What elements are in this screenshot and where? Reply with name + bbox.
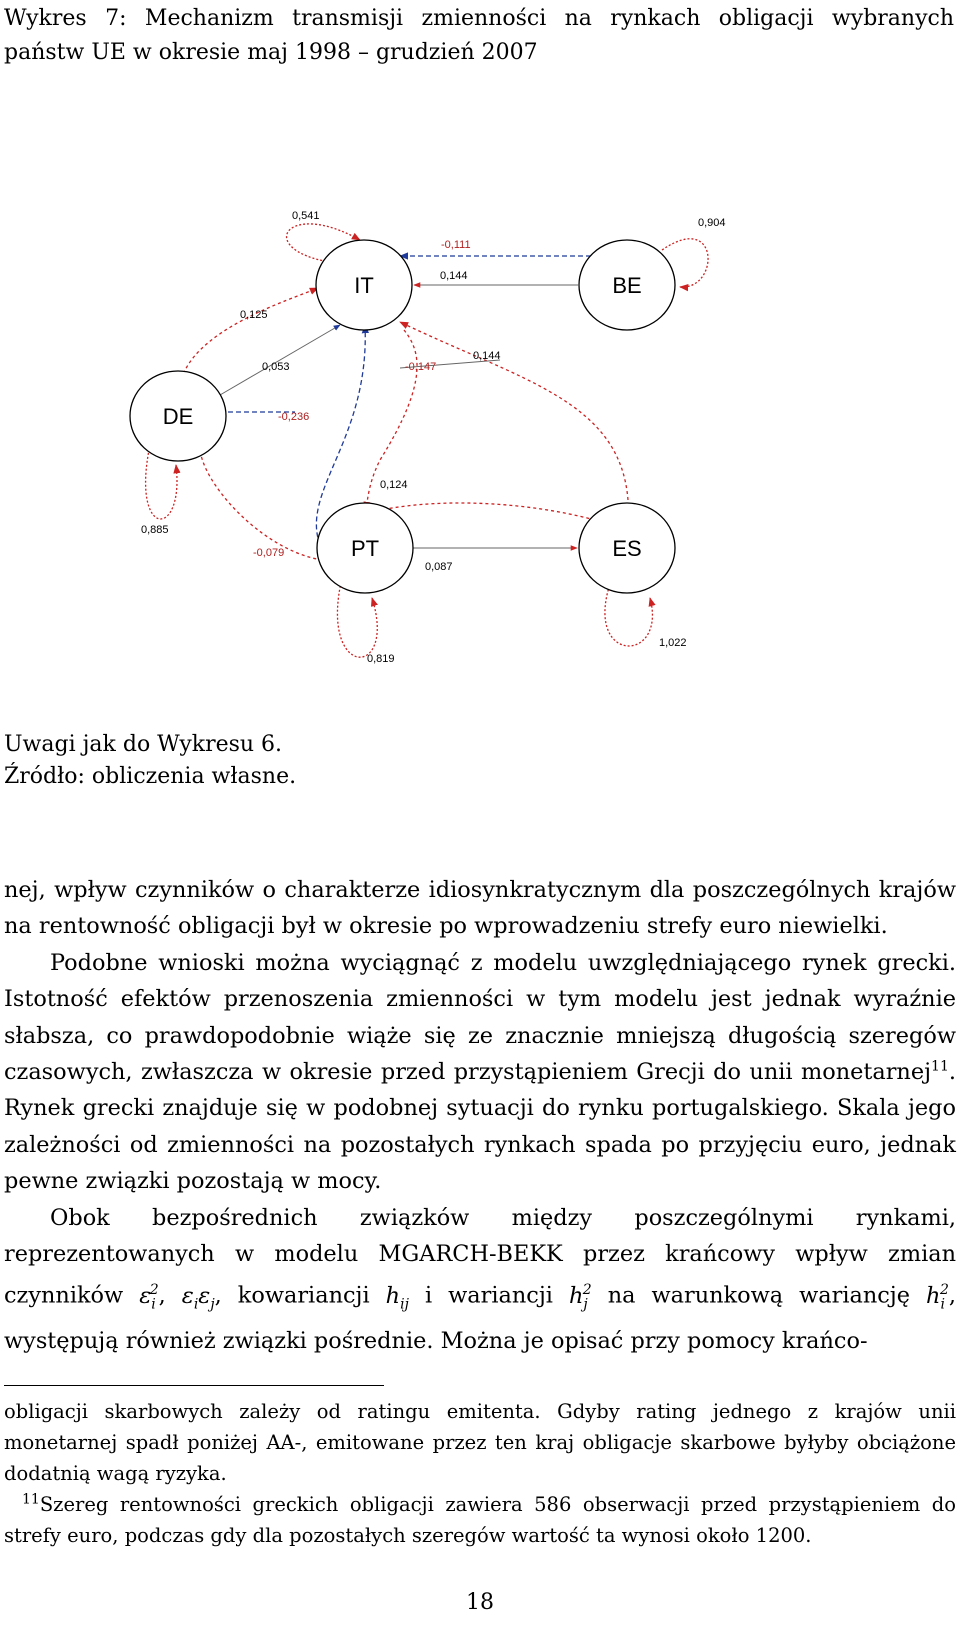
label-pt-it: -0,147 [405, 361, 437, 373]
math-h-ij: $h_{ij}$ [385, 1282, 409, 1313]
edge-it-es [400, 322, 628, 500]
paragraph-3-part-b: , kowariancji [214, 1282, 370, 1309]
paragraph-3-part-e: , występują również związki pośrednie. Można je opisać przy pomocy krańco- [4, 1282, 956, 1354]
figure-source: Źródło: obliczenia własne. [4, 764, 297, 789]
label-be-it-mid: 0,144 [440, 270, 468, 282]
node-label-it: IT [354, 273, 374, 298]
paragraph-2-part-b: . Rynek grecki znajduje się w podobnej sytuacji do rynku portugalskiego. Skala jego zależności od zmienności na pozostałych rynkach spada po przyjęciu euro, jednak pewne związki pozostają w mocy. [4, 1059, 956, 1195]
figure-caption [4, 2, 954, 70]
edge-de-it-lower [220, 325, 340, 395]
paragraph-3-part-d: na warunkową wariancję [607, 1282, 911, 1309]
footnote-rule [4, 1385, 384, 1386]
node-es [579, 503, 675, 593]
label-pt-es: 0,087 [425, 561, 453, 573]
paragraph-2 [4, 945, 956, 1200]
caption-line-2: państw UE w okresie maj 1998 – grudzień 2007 [4, 40, 538, 65]
footnote-11-text: Szereg rentowności greckich obligacji zawiera 586 obserwacji przed przystąpieniem do strefy euro, podczas gdy dla pozostałych szeregów wartość ta wynosi około 1200. [4, 1493, 956, 1547]
math-h-j-squared: $h_j^2$ [568, 1282, 592, 1313]
edge-de-it-upper [180, 288, 318, 385]
paragraph-3: Obok bezpośrednich związków między poszczególnymi rynkami, reprezentowanych w modelu MGARCH-BEKK przez krańcowy wpływ zmian czynników $\varepsilon_i^2$, $\varepsilon_i\varepsilon_j$, kowariancji $h_{ij}$ i wariancji $h_j^2$ na warunkową wariancję $h_i^2$, występują również związki pośrednie. Można je opisać przy pomocy krańco- [4, 1204, 956, 1354]
footnotes [4, 1396, 956, 1551]
node-label-be: BE [612, 273, 642, 298]
label-de-it-lower: 0,053 [262, 361, 290, 373]
paragraph-3-part-a: Obok bezpośrednich związków między poszczególnymi rynkami, reprezentowanych w modelu MGARCH-BEKK przez krańcowy wpływ zmian czynników [4, 1204, 956, 1309]
label-it-self: 0,541 [292, 210, 320, 222]
edge-es-pt-upper [372, 503, 595, 520]
node-be [579, 240, 675, 330]
paragraph-2-part-a: Podobne wnioski można wyciągnąć z modelu uwzględniającego rynek grecki. Istotność efektów przenoszenia zmienności w tym modelu jest jednak wyraźnie słabsza, co prawdopodobnie wiąże się ze znacznie mniejszą długością szeregów czasowych, zwłaszcza w okresie przed przystąpieniem Grecji do unii monetarnej [4, 949, 956, 1086]
node-label-es: ES [612, 536, 642, 561]
node-de [130, 371, 226, 461]
label-pt-self: 0,819 [367, 653, 395, 665]
math-eps-squared: $\varepsilon_i^2$ [139, 1282, 159, 1313]
node-it [316, 240, 412, 330]
label-de-pt: -0,236 [278, 411, 310, 423]
label-be-self: 0,904 [698, 217, 726, 229]
label-es-pt-upper: 0,124 [380, 479, 408, 491]
body-text [4, 872, 956, 1359]
figure-note: Uwagi jak do Wykresu 6. [4, 732, 283, 757]
footnote-continuation: obligacji skarbowych zależy od ratingu emitenta. Gdyby rating jednego z krajów unii monetarnej spadł poniżej AA-, emitowane przez ten kraj obligacje skarbowe byłyby obciążone dodatnią wagą ryzyka. [4, 1400, 956, 1485]
footnote-ref-11: 11 [931, 1058, 949, 1075]
label-it-es: 0,144 [473, 350, 501, 362]
label-de-it-upper: 0,125 [240, 309, 268, 321]
caption-line-1: Wykres 7: Mechanizm transmisji zmienności na rynkach obligacji wybranych [4, 6, 954, 31]
footnote-11 [4, 1489, 956, 1551]
page-number: 18 [466, 1590, 494, 1615]
label-de-self: 0,885 [141, 524, 169, 536]
label-be-it-top: -0,111 [441, 239, 471, 251]
paragraph-1: nej, wpływ czynników o charakterze idiosynkratycznym dla poszczególnych krajów na rentowność obligacji był w okresie po wprowadzeniu strefy euro niewielki. [4, 877, 956, 940]
math-h-i-squared: $h_i^2$ [926, 1282, 949, 1313]
edge-pt-de [200, 447, 322, 560]
node-label-de: DE [162, 404, 194, 429]
node-pt [317, 503, 413, 593]
paragraph-3-part-c: i wariancji [424, 1282, 553, 1309]
node-label-pt: PT [350, 536, 380, 561]
footnote-11-number: 11 [22, 1491, 40, 1508]
label-pt-de: -0,079 [253, 547, 285, 559]
label-es-self: 1,022 [659, 637, 687, 649]
math-eps-product: $\varepsilon_i\varepsilon_j$ [181, 1282, 215, 1313]
volatility-transmission-diagram [0, 200, 960, 680]
